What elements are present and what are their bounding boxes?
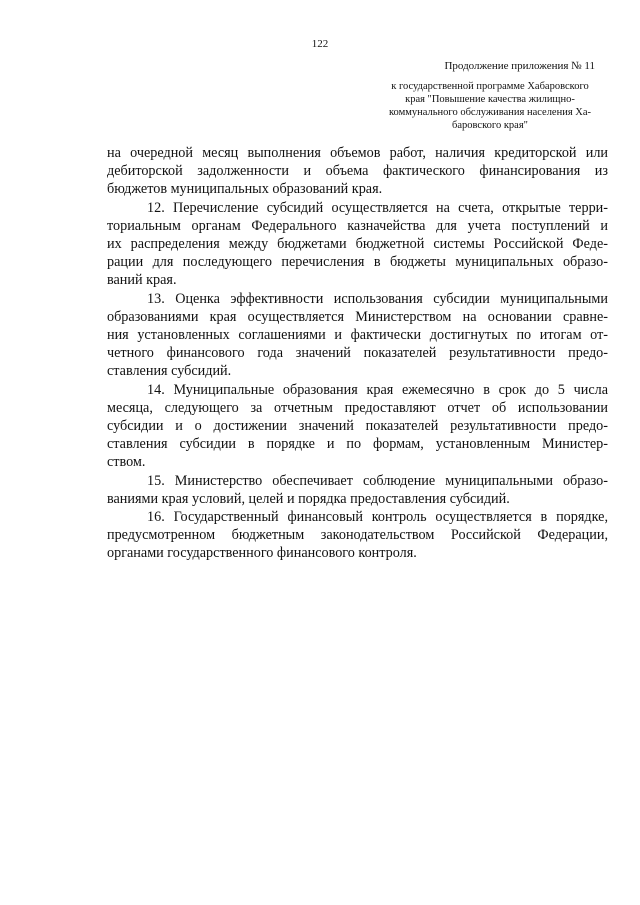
appendix-title: Продолжение приложения № 11 — [444, 60, 595, 72]
text-line: ния установленных соглашениями и фактически достигнутых по итогам от- — [107, 327, 608, 344]
text-line: рации для последующего перечисления в бюджеты муниципальных образо- — [107, 254, 608, 271]
text-line: 14. Муниципальные образования края ежемесячно в срок до 5 числа — [147, 381, 608, 398]
text-line: их распределения между бюджетами бюджетной системы Российской Феде- — [107, 236, 608, 253]
text-line: 16. Государственный финансовый контроль осуществляется в порядке, — [147, 509, 608, 526]
text-line: на очередной месяц выполнения объемов работ, наличия кредиторской или — [107, 145, 608, 161]
text-line: 12. Перечисление субсидий осуществляется на счета, открытые терри- — [147, 199, 608, 216]
paragraph-14 — [107, 381, 608, 472]
document-body — [107, 144, 608, 563]
text-line: органами государственного финансового контроля. — [107, 545, 417, 562]
appendix-subtitle-line: баровского края" — [452, 120, 528, 131]
appendix-subtitle-line: края "Повышение качества жилищно- — [405, 94, 575, 105]
appendix-subtitle-line: коммунального обслуживания населения Ха- — [388, 107, 592, 118]
text-line: 13. Оценка эффективности использования субсидии муниципальными — [147, 290, 608, 307]
text-line: ваний края. — [107, 272, 177, 289]
paragraph-12 — [107, 199, 608, 290]
paragraph-13 — [107, 290, 608, 381]
text-line: ставления субсидии в порядке и по формам, установленным Министер- — [107, 436, 608, 453]
text-line: 15. Министерство обеспечивает соблюдение муниципальными образо- — [147, 472, 608, 489]
text-line: ваниями края условий, целей и порядка предоставления субсидий. — [107, 490, 510, 507]
appendix-subtitle-line: к государственной программе Хабаровского — [391, 81, 589, 92]
text-line: образованиями края осуществляется Министерством на основании сравне- — [107, 308, 608, 325]
text-line: бюджетов муниципальных образований края. — [107, 181, 383, 198]
paragraph-16 — [107, 508, 608, 563]
text-line: месяца, следующего за отчетным предоставляют отчет об использовании — [107, 399, 608, 416]
paragraph-15 — [107, 472, 608, 508]
appendix-subtitle — [385, 80, 595, 132]
text-line: ством. — [107, 454, 146, 471]
text-line: ставления субсидий. — [107, 363, 232, 380]
text-line: ториальным органам Федерального казначейства для учета поступлений и — [107, 217, 608, 234]
text-line: субсидии и о достижении значений показателей результативности предо- — [107, 418, 608, 435]
text-line: предусмотренном бюджетным законодательством Российской Федерации, — [107, 527, 608, 544]
text-line: дебиторской задолженности и объема фактического финансирования из — [107, 163, 608, 180]
page-number: 122 — [311, 38, 329, 50]
paragraph-continuation — [107, 144, 608, 199]
text-line: четного финансового года значений показателей результативности предо- — [107, 345, 608, 362]
